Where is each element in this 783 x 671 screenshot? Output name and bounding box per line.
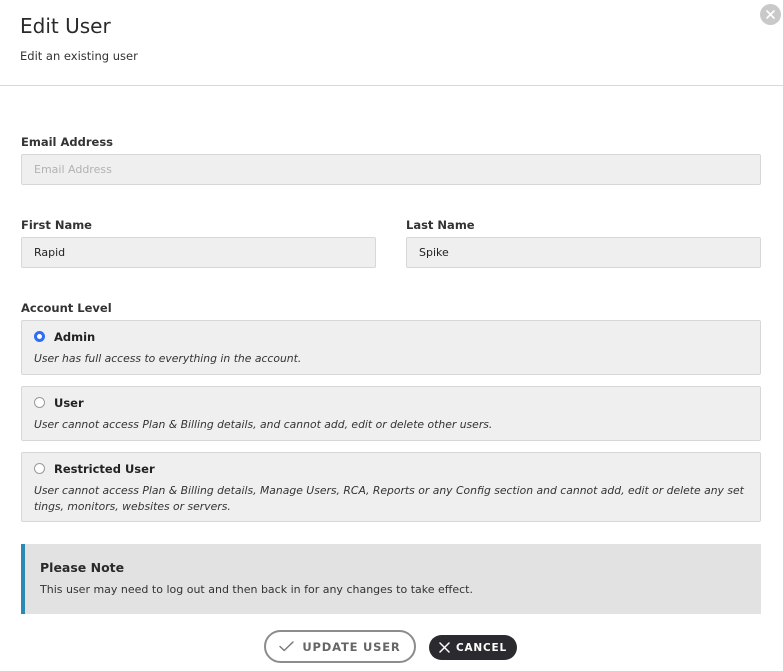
close-button[interactable] <box>760 4 781 25</box>
option-title: Restricted User <box>54 462 155 476</box>
account-level-option-restricted-user[interactable] <box>21 452 761 522</box>
option-description: User cannot access Plan & Billing details, Manage Users, RCA, Reports or any Config section and cannot add, edit or delete any settings, monitors, websites or servers. <box>34 484 744 513</box>
cancel-label: CANCEL <box>456 641 507 654</box>
close-icon <box>766 10 775 19</box>
last-name-input[interactable] <box>406 237 761 268</box>
restricted-user-radio[interactable] <box>34 463 45 474</box>
cancel-button[interactable] <box>429 635 517 660</box>
note-title: Please Note <box>40 560 125 575</box>
account-level-option-user[interactable] <box>21 386 761 441</box>
modal-title: Edit User <box>20 14 111 38</box>
option-title: User <box>54 396 84 410</box>
email-label: Email Address <box>21 135 114 149</box>
first-name-input[interactable] <box>21 237 376 268</box>
modal-subtitle: Edit an existing user <box>20 49 138 63</box>
check-icon <box>279 641 294 652</box>
email-input[interactable] <box>21 154 761 185</box>
option-title: Admin <box>54 330 96 344</box>
account-level-option-admin[interactable] <box>21 320 761 375</box>
first-name-label: First Name <box>21 218 92 232</box>
modal-header <box>0 0 783 86</box>
last-name-label: Last Name <box>406 218 475 232</box>
account-level-label: Account Level <box>21 301 112 315</box>
update-user-button[interactable] <box>264 630 416 663</box>
user-radio[interactable] <box>34 397 45 408</box>
option-description: User has full access to everything in the account. <box>34 352 302 365</box>
update-user-label: UPDATE USER <box>302 639 401 654</box>
note-text: This user may need to log out and then back in for any changes to take effect. <box>40 583 473 596</box>
x-icon <box>439 642 450 653</box>
admin-radio[interactable] <box>34 331 45 342</box>
option-description: User cannot access Plan & Billing details, and cannot add, edit or delete other users. <box>34 418 493 431</box>
please-note-box <box>21 544 761 614</box>
